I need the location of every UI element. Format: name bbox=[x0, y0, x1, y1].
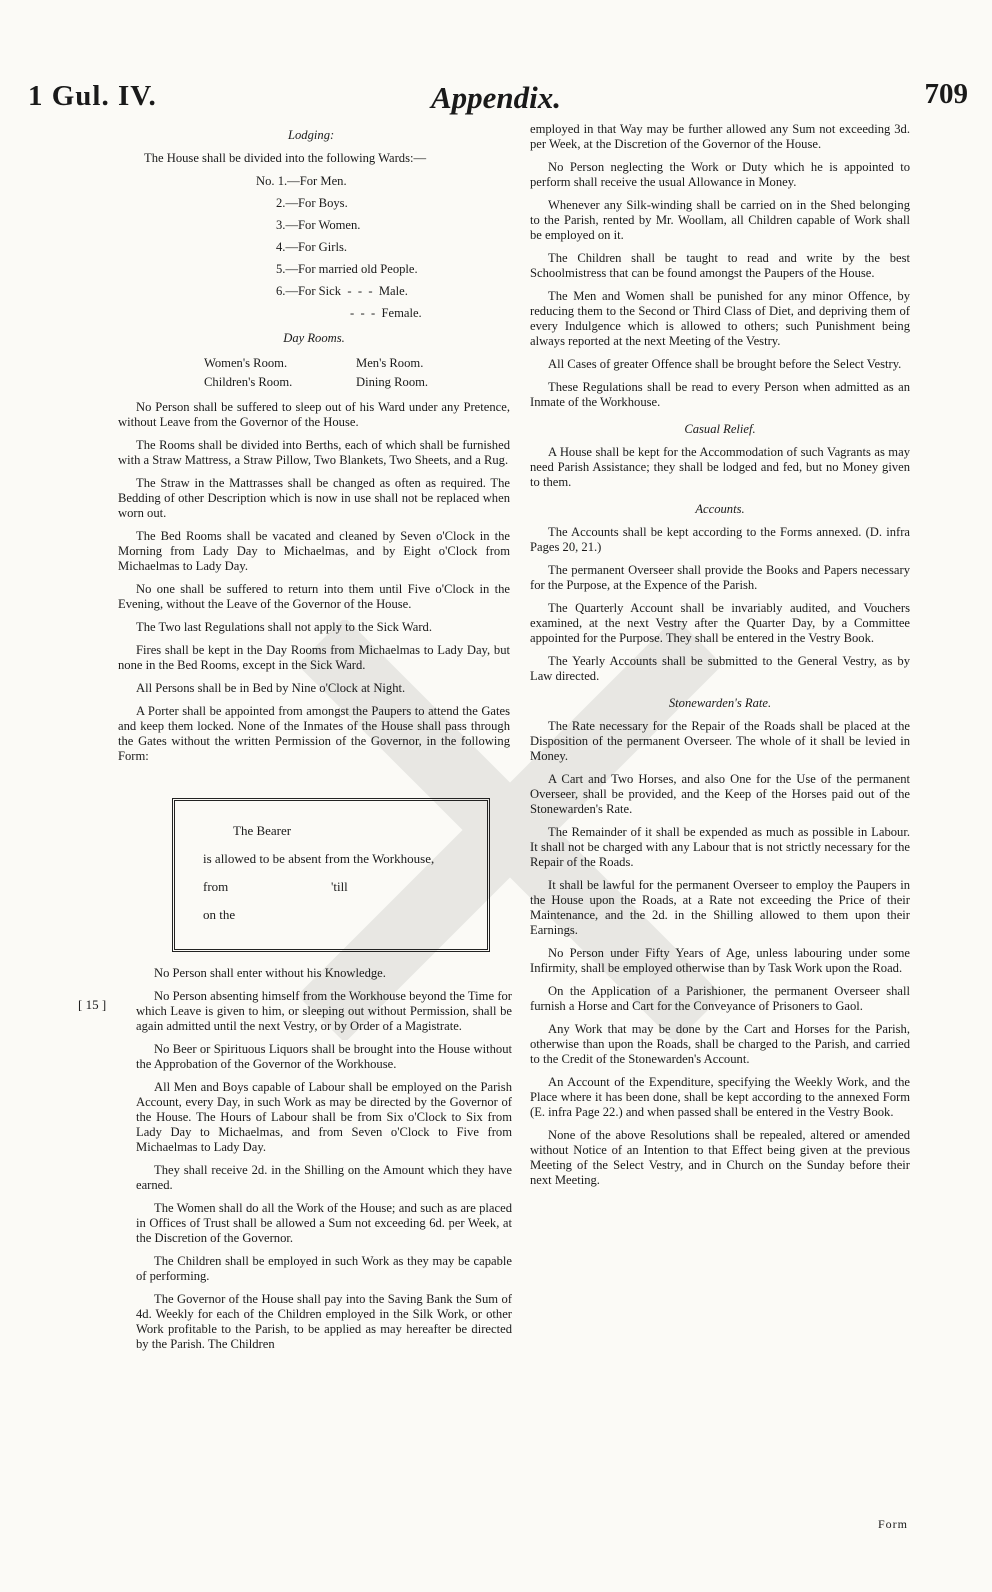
paragraph: The Two last Regulations shall not apply to the Sick Ward. bbox=[136, 620, 433, 634]
day-rooms-table bbox=[204, 354, 428, 392]
paragraph: The Rate necessary for the Repair of the Roads shall be placed at the Disposition of the permanent Overseer. The whole of it shall be levied in Money. bbox=[530, 719, 910, 763]
paragraph: No one shall be suffered to return into them until Five o'Clock in the Evening, without the Leave of the Governor of the House. bbox=[118, 582, 510, 611]
paragraph: The Women shall do all the Work of the House; and such as are placed in Offices of Trust shall be allowed a Sum not exceeding 6d. per Week, at the Discretion of the Governor. bbox=[136, 1201, 512, 1245]
ward-item: 2.—For Boys. bbox=[276, 196, 348, 210]
form-absent-line: is allowed to be absent from the Workhouse, bbox=[203, 851, 435, 866]
margin-reference-label: [ 15 ] bbox=[78, 997, 107, 1012]
paragraph: No Beer or Spirituous Liquors shall be brought into the House without the Approbation of the Governor of the Workhouse. bbox=[136, 1042, 512, 1071]
page-number: 709 bbox=[924, 78, 968, 110]
paragraph: These Regulations shall be read to every Person when admitted as an Inmate of the Workhouse. bbox=[530, 380, 910, 409]
paragraph: The Bed Rooms shall be vacated and cleaned by Seven o'Clock in the Morning from Lady Day to Michaelmas, and by Eight o'Clock from Michaelmas to Lady Day. bbox=[118, 529, 510, 573]
ward-item: 5.—For married old People. bbox=[276, 262, 418, 276]
paragraph: None of the above Resolutions shall be repealed, altered or amended without Notice of an Intention to that Effect being given at the previous Meeting of the Select Vestry, and in Church on the Sunday before their next Meeting. bbox=[530, 1128, 910, 1187]
paragraph: The Accounts shall be kept according to the Forms annexed. (D. infra Pages 20, 21.) bbox=[530, 525, 910, 554]
form-from-label: from bbox=[203, 879, 229, 894]
paragraph: All Persons shall be in Bed by Nine o'Clock at Night. bbox=[136, 681, 406, 695]
paragraph: All Men and Boys capable of Labour shall be employed on the Parish Account, every Day, in such Work as may be directed by the Governor of the House. The Hours of Labour shall be from Six o'Clock to Six from Lady Day to Michaelmas, and from Seven o'Clock to Five from Michaelmas to Lady Day. bbox=[136, 1080, 512, 1154]
permission-form-box bbox=[172, 798, 490, 952]
paragraph: Fires shall be kept in the Day Rooms from Michaelmas to Lady Day, but none in the Bed Rooms, except in the Sick Ward. bbox=[118, 643, 510, 672]
paragraph: The Quarterly Account shall be invariably audited, and Vouchers examined, at the next Vestry after the Quarter Day, by a Committee appointed for the Purpose. They shall be entered in the Vestry Book. bbox=[530, 601, 910, 645]
paragraph: The Straw in the Mattrasses shall be changed as often as required. The Bedding of other Description which is now in use shall not be replaced when worn out. bbox=[118, 476, 510, 520]
running-head-regnal-year: 1 Gul. IV. bbox=[28, 80, 157, 112]
section-heading-lodging: Lodging: bbox=[288, 128, 335, 142]
paragraph: They shall receive 2d. in the Shilling on the Amount which they have earned. bbox=[136, 1163, 512, 1192]
section-heading-casual-relief: Casual Relief. bbox=[684, 422, 756, 436]
paragraph: On the Application of a Parishioner, the permanent Overseer shall furnish a Horse and Cart for the Conveyance of Prisoners to Gaol. bbox=[530, 984, 910, 1013]
form-bearer-line: The Bearer bbox=[233, 823, 292, 838]
paragraph: employed in that Way may be further allowed any Sum not exceeding 3d. per Week, at the Discretion of the Governor of the House. bbox=[530, 122, 910, 151]
day-room: Dining Room. bbox=[356, 375, 429, 389]
paragraph: The Remainder of it shall be expended as much as possible in Labour. It shall not be charged with any Labour that is not strictly necessary for the Repair of the Roads. bbox=[530, 825, 910, 869]
paragraph: The Men and Women shall be punished for any minor Offence, by reducing them to the Second or Third Class of Diet, and depriving them of every Indulgence which is allowed to others; such Punishment being always reported at the next Meeting of the Vestry. bbox=[530, 289, 910, 348]
paragraph: A Cart and Two Horses, and also One for the Use of the permanent Overseer, shall be provided, and the Keep of the Horses paid out of the Stonewarden's Rate. bbox=[530, 772, 910, 816]
paragraph: The permanent Overseer shall provide the Books and Papers necessary for the Purpose, at the Expence of the Parish. bbox=[530, 563, 910, 592]
ward-item: No. 1.—For Men. bbox=[256, 174, 347, 188]
catchword: Form bbox=[877, 1517, 908, 1531]
paragraph: The Children shall be taught to read and write by the best Schoolmistress that can be found amongst the Paupers of the House. bbox=[530, 251, 910, 280]
paragraph: No Person shall be suffered to sleep out of his Ward under any Pretence, without Leave from the Governor of the House. bbox=[118, 400, 510, 429]
day-room: Men's Room. bbox=[356, 356, 424, 370]
paragraph: No Person neglecting the Work or Duty which he is appointed to perform shall receive the usual Allowance in Money. bbox=[530, 160, 910, 189]
left-paragraphs-a bbox=[118, 400, 510, 764]
section-heading-day-rooms: Day Rooms. bbox=[283, 331, 345, 345]
paragraph: An Account of the Expenditure, specifying the Weekly Work, and the Place where it has been done, shall be kept according to the annexed Form (E. infra Page 22.) and when passed shall be entered in the Vestry Book. bbox=[530, 1075, 910, 1119]
wards-intro: The House shall be divided into the following Wards:— bbox=[144, 151, 427, 165]
wards-list bbox=[256, 174, 510, 321]
left-column-upper bbox=[118, 122, 510, 772]
paragraph: No Person under Fifty Years of Age, unless labouring under some Infirmity, shall be employed otherwise than by Task Work upon the Road. bbox=[530, 946, 910, 975]
paragraph: It shall be lawful for the permanent Overseer to employ the Paupers in the House upon the Roads, at a Rate not exceeding the Price of their Maintenance, and the 2d. in the Shilling allowed to them upon their Earnings. bbox=[530, 878, 910, 937]
paragraph: The Yearly Accounts shall be submitted to the General Vestry, as by Law directed. bbox=[530, 654, 910, 683]
left-column-lower bbox=[136, 966, 512, 1360]
paragraph: No Person shall enter without his Knowledge. bbox=[154, 966, 386, 980]
ward-item: 6.—For Sick - - - Male. bbox=[276, 284, 408, 298]
ward-item: 4.—For Girls. bbox=[276, 240, 348, 254]
right-column bbox=[530, 122, 910, 1196]
running-head-title: Appendix. bbox=[430, 80, 562, 115]
ward-item: 3.—For Women. bbox=[276, 218, 361, 232]
paragraph: Whenever any Silk-winding shall be carried on in the Shed belonging to the Parish, rented by Mr. Woollam, all Children capable of Work shall be employed on it. bbox=[530, 198, 910, 242]
paragraph: No Person absenting himself from the Workhouse beyond the Time for which Leave is given to him, or sleeping out without Permission, shall be again admitted until the next Vestry, or by Order of a Magistrate. bbox=[136, 989, 512, 1033]
paragraph: The Governor of the House shall pay into the Saving Bank the Sum of 4d. Weekly for each of the Children employed in the Silk Work, or other Work profitable to the Parish, to be applied as may hereafter be directed by the Parish. The Children bbox=[136, 1292, 512, 1351]
day-room: Women's Room. bbox=[204, 356, 288, 370]
paragraph: A House shall be kept for the Accommodation of such Vagrants as may need Parish Assistance; they shall be lodged and fed, but no Money given to them. bbox=[530, 445, 910, 489]
ward-item: - - - Female. bbox=[350, 306, 422, 320]
day-room: Children's Room. bbox=[204, 375, 293, 389]
paragraph: All Cases of greater Offence shall be brought before the Select Vestry. bbox=[548, 357, 902, 371]
paragraph: A Porter shall be appointed from amongst the Paupers to attend the Gates and keep them locked. None of the Inmates of the House shall pass through the Gates without the written Permission of the Governor, in the following Form: bbox=[118, 704, 510, 763]
section-heading-accounts: Accounts. bbox=[695, 502, 745, 516]
section-heading-stonewarden: Stonewarden's Rate. bbox=[668, 696, 772, 710]
paragraph: The Rooms shall be divided into Berths, each of which shall be furnished with a Straw Mattress, a Straw Pillow, Two Blankets, Two Sheets, and a Rug. bbox=[118, 438, 510, 467]
form-till-label: 'till bbox=[331, 879, 348, 894]
paragraph: The Children shall be employed in such Work as they may be capable of performing. bbox=[136, 1254, 512, 1283]
paragraph: Any Work that may be done by the Cart and Horses for the Parish, otherwise than upon the Roads, shall be charged to the Parish, and carried to the Credit of the Stonewarden's Account. bbox=[530, 1022, 910, 1066]
form-date-label: on the bbox=[203, 907, 236, 922]
